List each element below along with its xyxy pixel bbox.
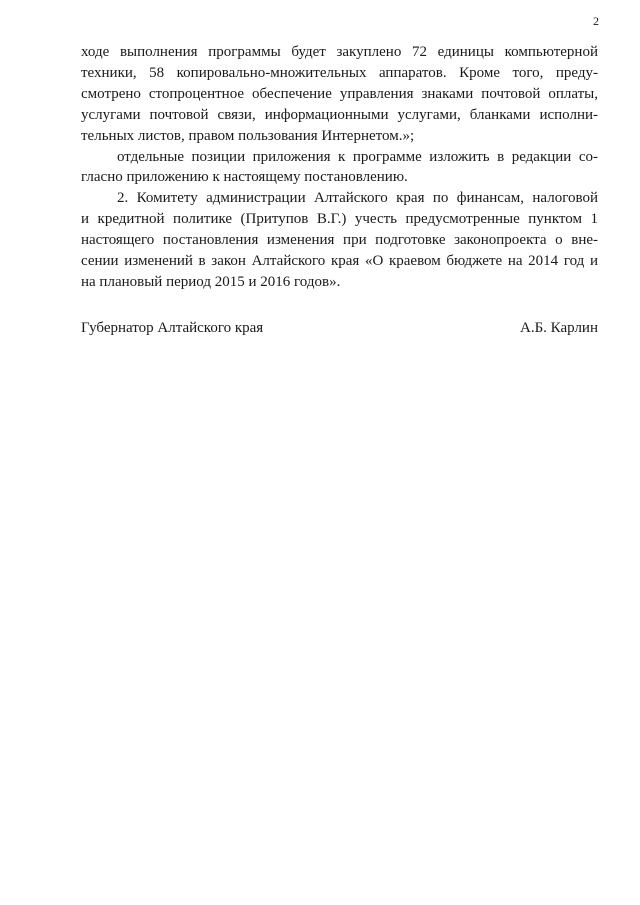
text-line: отдельные позиции приложения к программе изложить в редакции со- [117, 148, 598, 165]
text-line: смотрено стопроцентное обеспечение управления знаками почтовой оплаты, [81, 85, 598, 102]
signatory-position: Губернатор Алтайского края [81, 320, 264, 336]
signatory-name: А.Б. Карлин [519, 320, 598, 336]
text-line: ходе выполнения программы будет закуплено 72 единицы компьютерной [81, 44, 598, 60]
text-line: 2. Комитету администрации Алтайского края по финансам, налоговой [117, 190, 598, 207]
text-line: техники, 58 копировально-множительных аппаратов. Кроме того, преду- [81, 64, 598, 81]
page-number: 2 [593, 14, 599, 28]
text-line: сении изменений в закон Алтайского края «О краевом бюджете на 2014 год и [81, 253, 598, 270]
document-body [81, 42, 598, 293]
text-line: и кредитной политике (Притупов В.Г.) учесть предусмотренные пунктом 1 [81, 211, 598, 228]
text-line: услугами почтовой связи, информационными услугами, бланками исполни- [81, 106, 598, 123]
text-line: на плановый период 2015 и 2016 годов». [81, 273, 341, 290]
text-line: настоящего постановления изменения при подготовке законопроекта о вне- [81, 232, 598, 249]
signature-block [81, 318, 598, 338]
text-line: гласно приложению к настоящему постановлению. [81, 169, 408, 186]
text-line: тельных листов, правом пользования Интернетом.»; [81, 127, 415, 144]
